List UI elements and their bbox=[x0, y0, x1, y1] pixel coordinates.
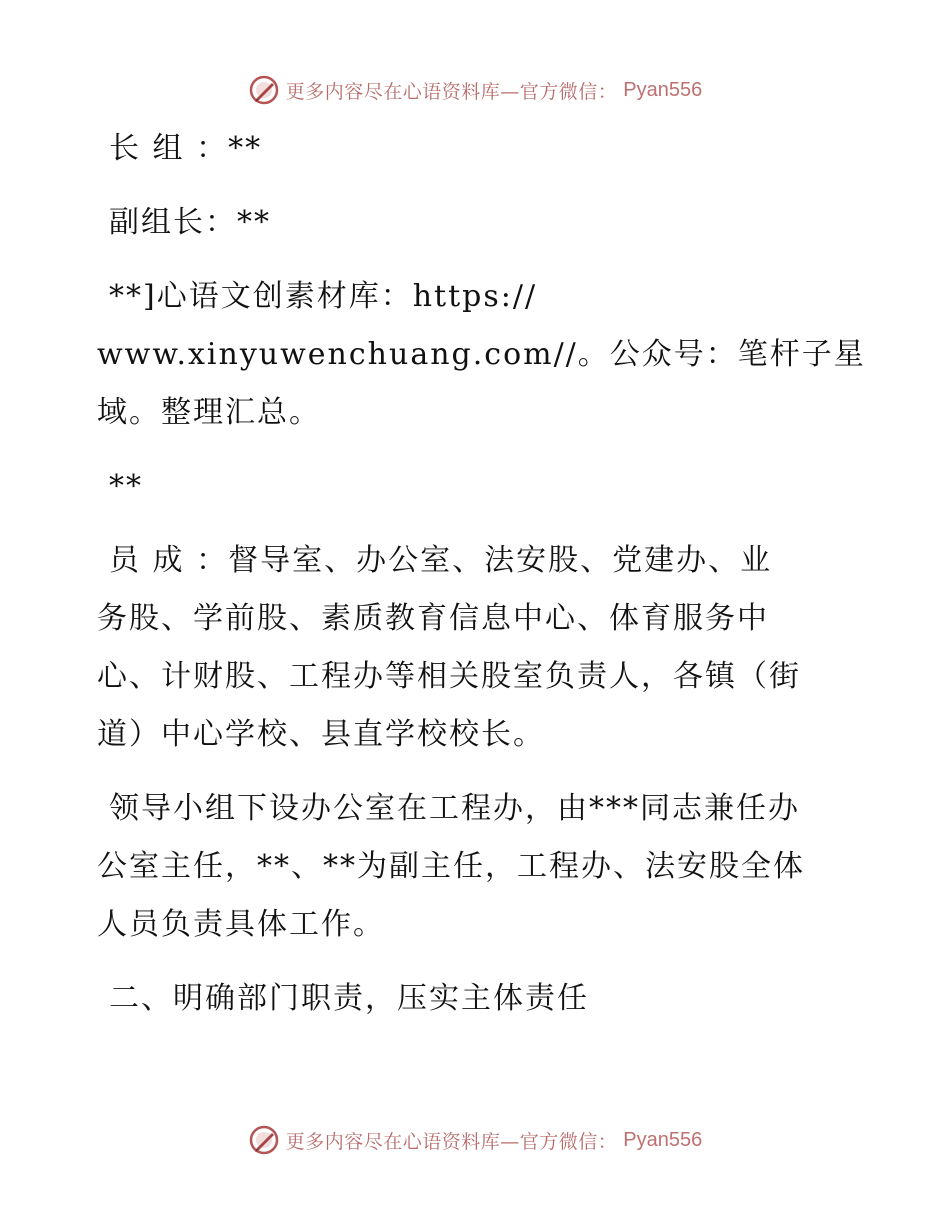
pen-logo-icon bbox=[248, 74, 280, 106]
members-line-2: 务股、学前股、素质教育信息中心、体育服务中 bbox=[97, 601, 769, 636]
footer-banner-text: 更多内容尽在心语资料库—官方微信： bbox=[285, 1130, 618, 1153]
header-banner-id: Pyan556 bbox=[623, 78, 703, 101]
leader-line: 长 组 ：** bbox=[109, 131, 263, 166]
footer-banner bbox=[0, 1120, 950, 1160]
header-banner-text: 更多内容尽在心语资料库—官方微信： bbox=[285, 80, 618, 103]
office-line-1: 领导小组下设办公室在工程办，由***同志兼任办 bbox=[109, 791, 800, 826]
source-line-3: 域。整理汇总。 bbox=[97, 395, 321, 430]
header-banner bbox=[0, 70, 950, 110]
members-line-1: 员 成 ：督导室、办公室、法安股、党建办、业 bbox=[109, 543, 773, 578]
placeholder-line: ** bbox=[109, 469, 143, 504]
source-line-1: **]心语文创素材库：https:// bbox=[109, 279, 538, 314]
section-heading: 二、明确部门职责，压实主体责任 bbox=[109, 981, 589, 1016]
office-line-2: 公室主任，**、**为副主任，工程办、法安股全体 bbox=[97, 849, 805, 884]
pen-logo-icon bbox=[248, 1124, 280, 1156]
members-line-4: 道）中心学校、县直学校校长。 bbox=[97, 717, 545, 752]
deputy-line: 副组长：** bbox=[109, 205, 271, 240]
source-line-2: www.xinyuwenchuang.com//。公众号：笔杆子星 bbox=[97, 337, 866, 372]
office-line-3: 人员负责具体工作。 bbox=[97, 907, 385, 942]
document-body bbox=[97, 120, 866, 1028]
footer-banner-id: Pyan556 bbox=[623, 1128, 703, 1151]
members-line-3: 心、计财股、工程办等相关股室负责人，各镇（街 bbox=[97, 659, 801, 694]
